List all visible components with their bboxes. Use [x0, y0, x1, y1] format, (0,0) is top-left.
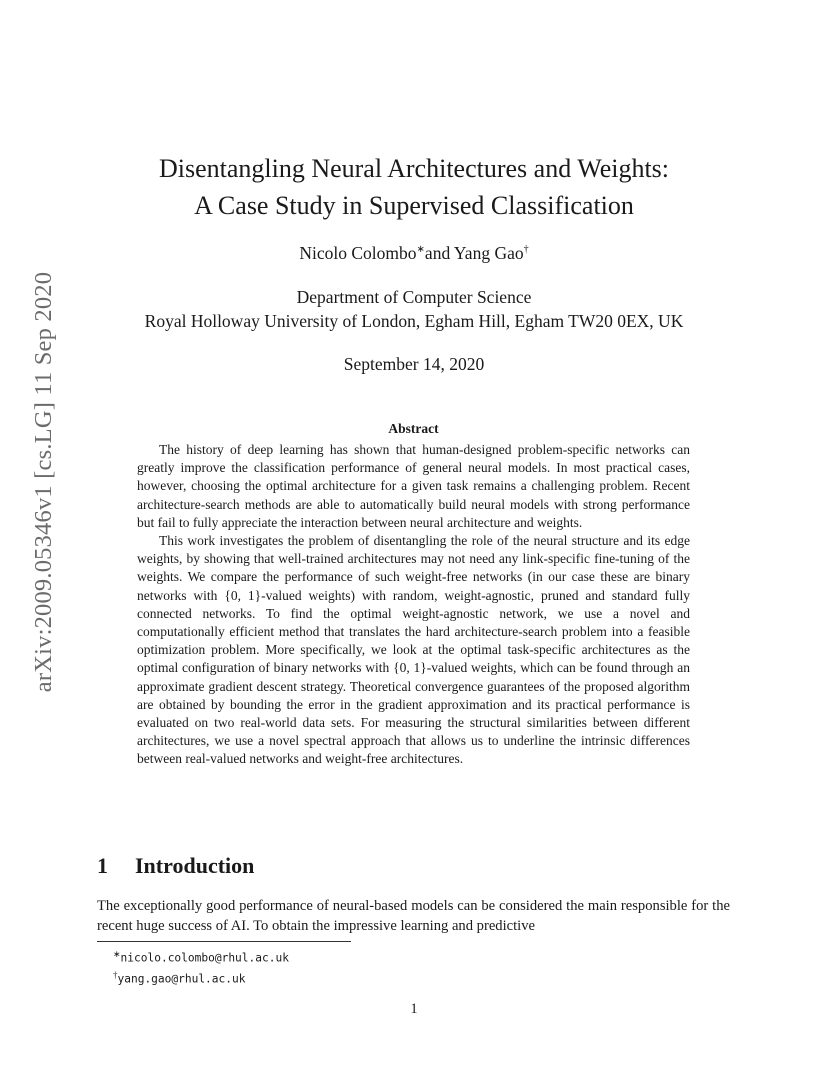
author-name: Nicolo Colombo: [299, 243, 417, 263]
footnote-email: yang.gao@rhul.ac.uk: [117, 972, 246, 986]
footnote: [113, 967, 289, 988]
title-line-1: Disentangling Neural Architectures and Weights:: [158, 154, 670, 183]
footnotes: [113, 946, 289, 987]
page-number: 1: [410, 1001, 418, 1017]
abstract-paragraph: The history of deep learning has shown that human-designed problem-specific networks can greatly improve the classification performance of general neural models. In most practical cases, however, choosing the optimal architecture for a given task remains a challenging problem. Recent architecture-search methods are able to automatically build neural models with strong performance but fail to fully appreciate the interaction between neural architecture and weights.: [137, 442, 690, 530]
abstract-heading: Abstract: [388, 421, 439, 436]
footnote-mark: ∗: [113, 949, 121, 959]
arxiv-identifier: arXiv:2009.05346v1 [cs.LG] 11 Sep 2020: [30, 271, 57, 693]
affiliation-department: Department of Computer Science: [296, 287, 532, 307]
section-number: 1: [97, 853, 108, 878]
abstract-paragraph: This work investigates the problem of disentangling the role of the neural structure and its edge weights, by showing that well-trained architectures may not need any link-specific fine-tuning of the weights. We compare the performance of such weight-free networks (in our case these are binary networks with {0, 1}-valued weights) with random, weight-agnostic, pruned and standard fully connected networks. To find the optimal weight-agnostic network, we use a novel and computationally efficient method that translates the hard architecture-search problem into a feasible optimization problem. More specifically, we look at the optimal task-specific architectures as the optimal configuration of binary networks with {0, 1}-valued weights, which can be found through an approximate gradient descent strategy. Theoretical convergence guarantees of the proposed algorithm are obtained by bounding the error in the gradient approximation and its practical performance is evaluated on two real-world data sets. For measuring the structural similarities between different architectures, we use a novel spectral approach that allows us to underline the intrinsic differences between real-valued networks and weight-free architectures.: [137, 533, 690, 767]
affiliation: [80, 285, 748, 333]
footnote-mark: ∗: [416, 244, 425, 256]
footnote-mark: †: [523, 244, 529, 256]
authors: [100, 243, 728, 264]
section-title: Introduction: [135, 853, 255, 878]
section-heading: [97, 853, 254, 879]
footnote-divider: [97, 941, 351, 942]
affiliation-address: Royal Holloway University of London, Egham Hill, Egham TW20 0EX, UK: [144, 311, 684, 331]
title-line-2: A Case Study in Supervised Classification: [194, 191, 634, 220]
footnote-email: nicolo.colombo@rhul.ac.uk: [120, 951, 289, 965]
paper-title: [100, 150, 728, 224]
intro-paragraph: The exceptionally good performance of neural-based models can be considered the main responsible for the recent huge success of AI. To obtain the impressive learning and predictive: [97, 898, 730, 934]
paper-date: September 14, 2020: [343, 354, 485, 374]
abstract-body: [137, 441, 690, 769]
author-name: and Yang Gao: [424, 243, 524, 263]
footnote: [113, 946, 289, 967]
footnote-mark: †: [113, 969, 118, 980]
section-body: [97, 897, 730, 936]
